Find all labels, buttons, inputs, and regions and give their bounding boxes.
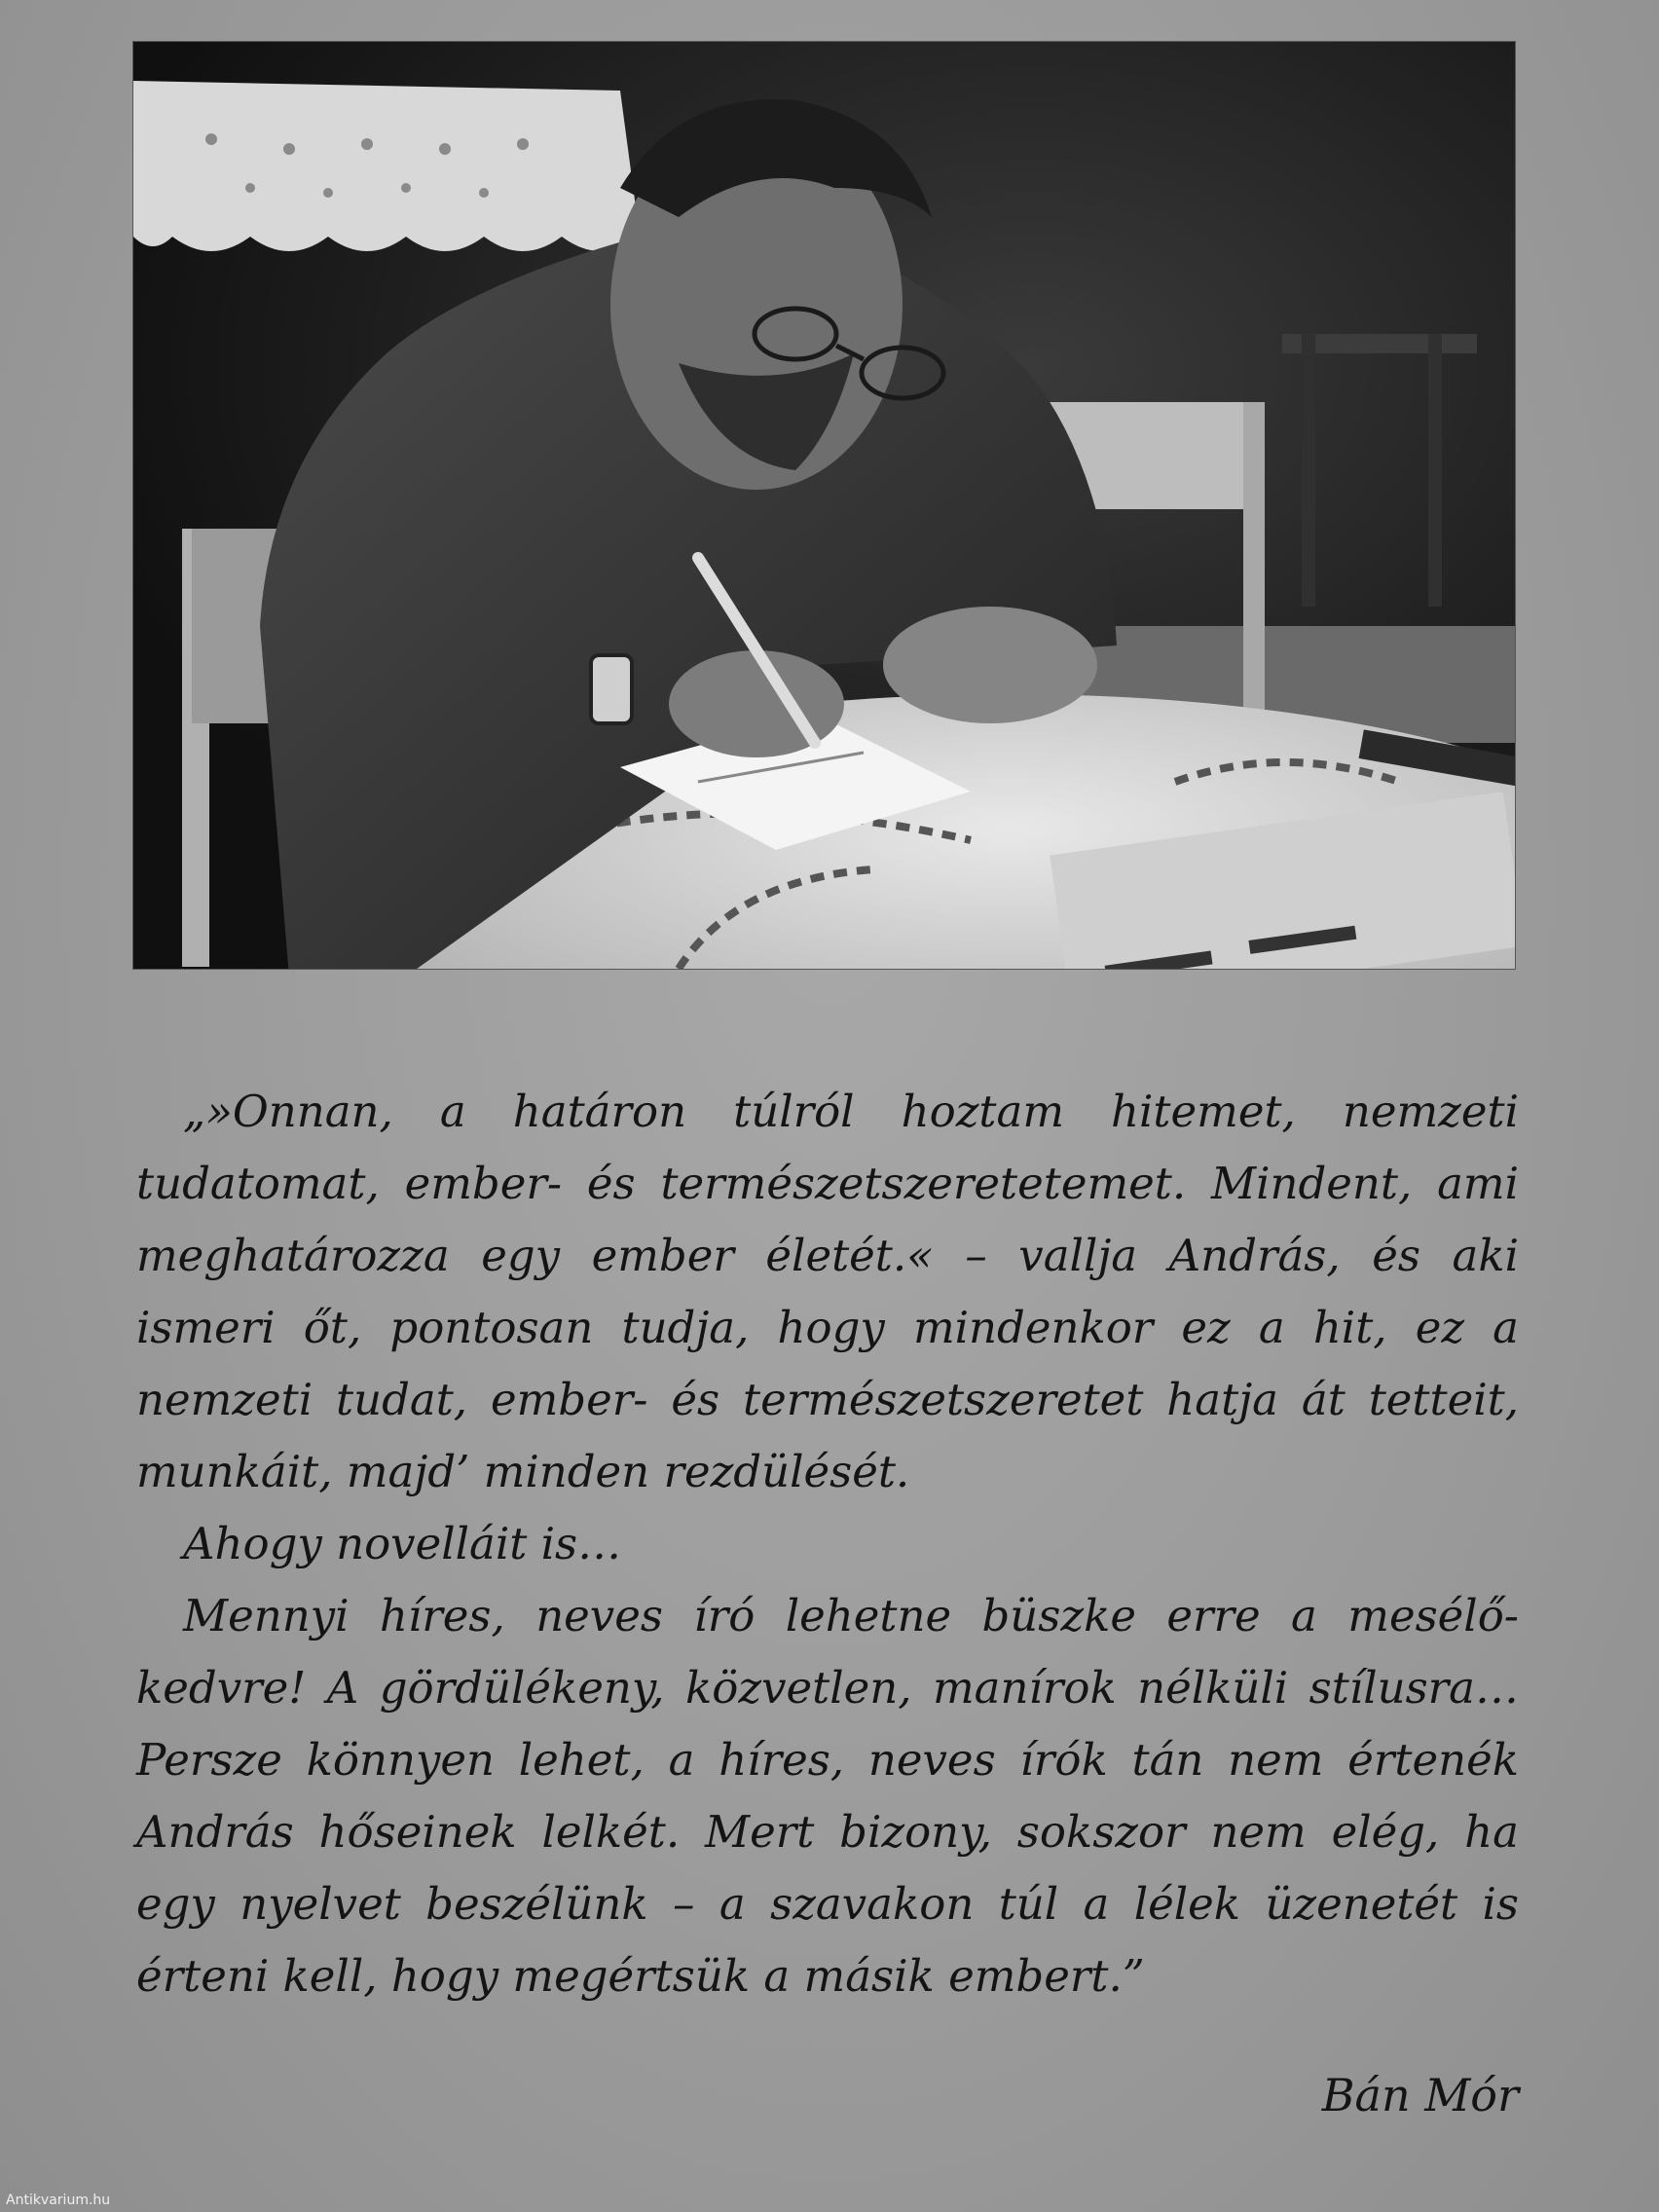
signature: Bán Mór bbox=[1321, 2069, 1519, 2121]
quote-text bbox=[136, 1076, 1519, 2012]
quote-paragraph-2: Ahogy novelláit is… bbox=[183, 1518, 622, 1569]
quote-paragraph-1: „»Onnan, a határon túlról hoztam hitemet, nemzeti tudatomat, ember- és természetszeretetemet. Mindent, ami meghatározza egy ember életét.« – vallja András, és aki ismeri őt, pontosan tudja, hogy mindenkor ez a hit, ez a nemzeti tudat, ember- és természetszeretet hatja át tetteit, munkáit, majd’ minden rezdülését. bbox=[136, 1086, 1519, 1497]
quote-paragraph-3: Mennyi híres, neves író lehetne büszke erre a mesélő-kedvre! A gördülékeny, közvetlen, manírok nélküli stílusra… Persze könnyen lehet, a híres, neves írók tán nem értenék András hőseinek lelkét. Mert bizony, sokszor nem elég, ha egy nyelvet beszélünk – a szavakon túl a lélek üzenetét is érteni kell, hogy megértsük a másik embert.” bbox=[136, 1590, 1519, 2002]
author-photo bbox=[133, 42, 1515, 969]
watermark: Antikvarium.hu bbox=[6, 2193, 111, 2208]
